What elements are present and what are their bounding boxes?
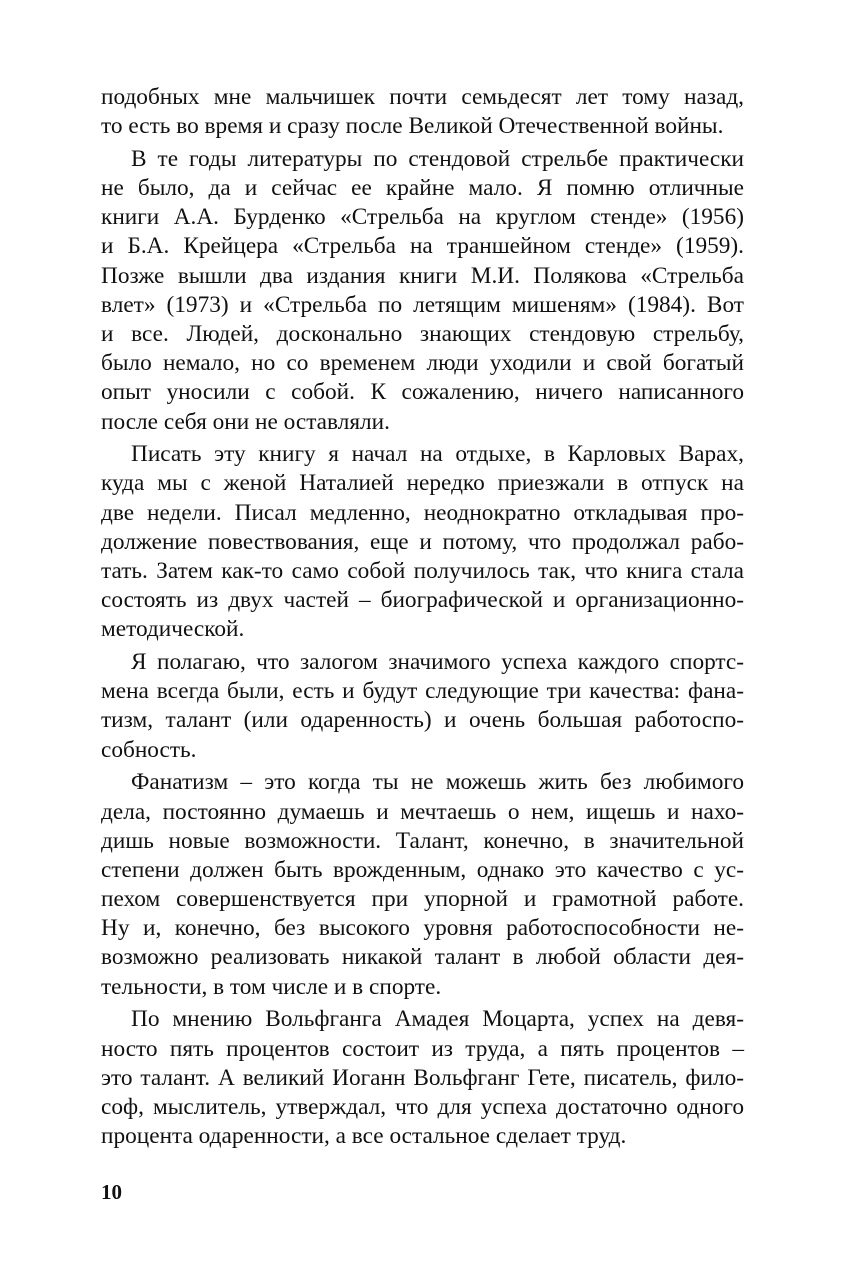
text-line: дишь новые возможности. Талант, конечно, в значительной [101, 827, 744, 854]
paragraph-1 [101, 83, 744, 141]
page-number: 10 [101, 1180, 122, 1204]
text-line: Ну и, конечно, без высокого уровня работоспособности не- [101, 915, 744, 942]
paragraph-2 [101, 145, 744, 437]
text-line: процента одаренности, а все остальное сделает труд. [101, 1123, 627, 1150]
text-line: дела, постоянно думаешь и мечтаешь о нем, ищешь и нахо- [101, 798, 744, 825]
text-line: собность. [101, 736, 197, 763]
text-line: и все. Людей, досконально знающих стендовую стрельбу, [101, 321, 744, 347]
text-line: Я полагаю, что залогом значимого успеха каждого спортс- [131, 649, 744, 676]
text-line: не было, да и сейчас ее крайне мало. Я помню отличные [101, 175, 744, 202]
text-line: возможно реализовать никакой талант в любой области дея- [101, 944, 744, 971]
text-line: Позже вышли два издания книги М.И. Полякова «Стрельба [101, 262, 744, 289]
text-line: носто пять процентов состоит из труда, а пять процентов – [101, 1035, 744, 1062]
text-line: тать. Затем как-то само собой получилось так, что книга стала [101, 558, 744, 584]
text-line: состоять из двух частей – биографической и организационно- [101, 587, 744, 614]
text-line: Фанатизм – это когда ты не можешь жить без любимого [131, 769, 744, 796]
text-line: По мнению Вольфганга Амадея Моцарта, успех на девя- [131, 1006, 744, 1033]
text-line: мена всегда были, есть и будут следующие три качества: фана- [101, 678, 744, 705]
text-line: должение повествования, еще и потому, что продолжал рабо- [101, 528, 744, 555]
text-line: Писать эту книгу я начал на отдыхе, в Карловых Варах, [131, 441, 744, 468]
paragraph-4 [101, 648, 744, 765]
text-line: было немало, но со временем люди уходили и свой богатый [101, 350, 744, 377]
text-line: подобных мне мальчишек почти семьдесят лет тому назад, [101, 84, 744, 110]
text-line: тельности, в том числе и в спорте. [101, 973, 442, 1000]
text-line: тизм, талант (или одаренность) и очень большая работоспо- [101, 707, 744, 734]
text-line: две недели. Писал медленно, неоднократно откладывая про- [101, 499, 744, 526]
body-text [101, 83, 744, 1151]
text-line: методической. [101, 616, 245, 643]
text-line: степени должен быть врожденным, однако это качество с ус- [101, 856, 744, 883]
text-line: В те годы литературы по стендовой стрельбе практически [131, 145, 744, 172]
text-line: после себя они не оставляли. [101, 408, 390, 435]
text-line: книги А.А. Бурденко «Стрельба на круглом стенде» (1956) [101, 204, 744, 231]
text-line: опыт уносили с собой. К сожалению, ничего написанного [101, 379, 744, 406]
paragraph-5 [101, 768, 744, 1002]
text-line: влет» (1973) и «Стрельба по летящим мишеням» (1984). Вот [101, 291, 744, 318]
paragraph-6 [101, 1005, 744, 1151]
text-line: и Б.А. Крейцера «Стрельба на траншейном стенде» (1959). [101, 233, 744, 260]
text-line: соф, мыслитель, утверждал, что для успеха достаточно одного [101, 1093, 744, 1120]
text-line: это талант. А великий Иоганн Вольфганг Гете, писатель, фило- [101, 1064, 744, 1091]
paragraph-3 [101, 440, 744, 644]
text-line: то есть во время и сразу после Великой Отечественной войны. [101, 113, 724, 140]
text-line: куда мы с женой Наталией нередко приезжали в отпуск на [101, 470, 744, 497]
text-line: пехом совершенствуется при упорной и грамотной работе. [101, 886, 744, 913]
